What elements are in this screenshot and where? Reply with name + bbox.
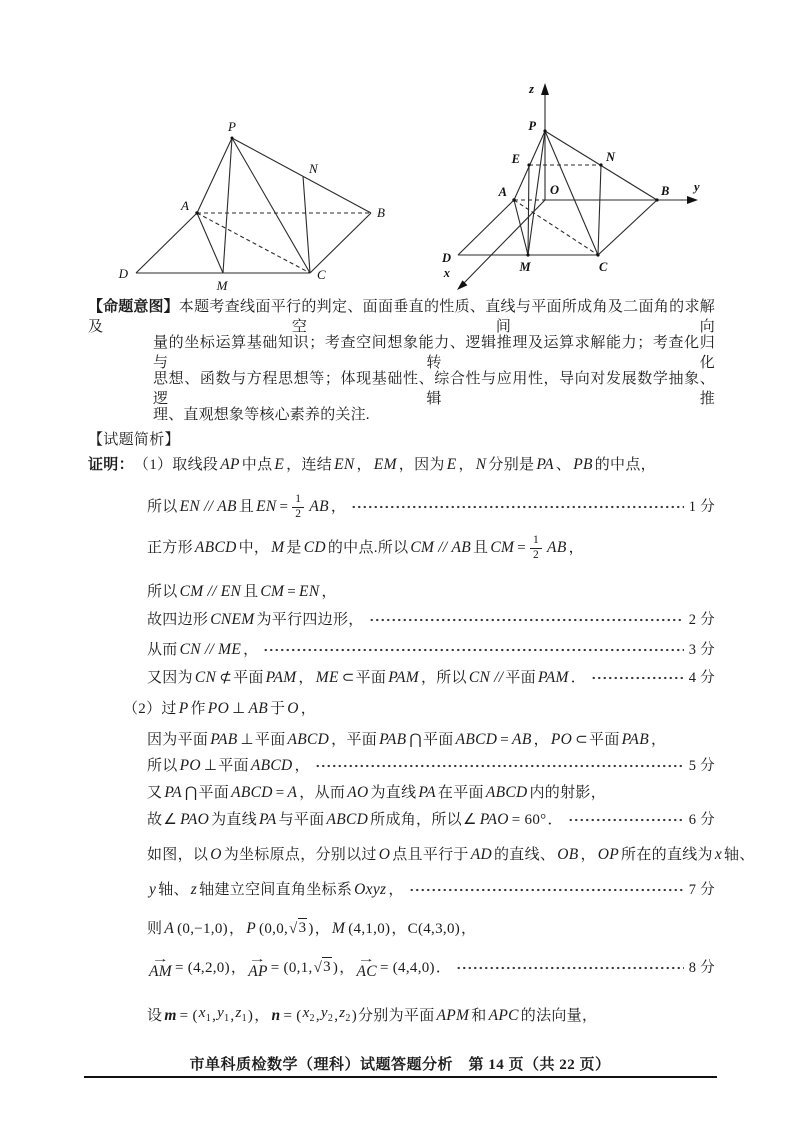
intent-section-label: 【命题意图】 xyxy=(88,298,179,315)
figure-pyramid-left xyxy=(100,85,440,300)
figure-right-label-B: B xyxy=(661,184,670,198)
proof-text: 证明： （1）取线段 AP 中点 E ，连结 EN ， EM ，因为 E ， N 分别是 PA 、 PB 的中点， xyxy=(88,456,656,473)
proof-line xyxy=(147,667,715,689)
figure-left-label-C: C xyxy=(317,267,326,282)
figure-right-label-y-axis: y xyxy=(694,180,700,194)
proof-line xyxy=(88,454,715,476)
intent-text: 量的坐标运算基础知识；考查空间想象能力、逻辑推理及运算求解能力；考查化归与转化 xyxy=(153,335,715,371)
figure-right-label-C: C xyxy=(599,260,608,274)
score-label: 3 分 xyxy=(688,642,715,658)
dot-leader xyxy=(568,817,684,823)
figure-right-label-x-axis: x xyxy=(443,266,450,280)
intent-line xyxy=(153,369,715,409)
score-label: 2 分 xyxy=(688,612,715,628)
proof-text: 又 PA ⋂ 平面 ABCD = A ，从而 AO 为直线 PA 在平面 ABCD 内的射影， xyxy=(147,784,607,801)
analysis-section-label xyxy=(88,429,180,451)
figure-left-label-P: P xyxy=(228,119,236,134)
dot-leader xyxy=(263,647,683,653)
intent-line xyxy=(88,297,715,337)
dot-leader xyxy=(351,504,684,510)
score-label: 1 分 xyxy=(688,499,715,515)
proof-text: 所以 PO ⊥ 平面 ABCD ， xyxy=(147,757,310,774)
proof-text: 如图，以 O 为坐标原点，分别以过 O 点且平行于 AD 的直线、 OB ， OP 所在的直线为 x 轴、 xyxy=(147,846,755,863)
proof-line xyxy=(147,1004,715,1028)
figure-left-label-A: A xyxy=(181,198,189,213)
proof-text: （2）过 P 作 PO ⊥ AB 于 O ， xyxy=(123,700,317,717)
proof-text: 所以 EN // AB 且 EN = $\frac{1}{2}$ AB ， xyxy=(147,493,347,520)
proof-text: 所以 CM // EN 且 CM = EN ， xyxy=(147,583,337,600)
proof-line xyxy=(147,729,715,751)
proof-text: 因为平面 PAB ⊥ 平面 ABCD ，平面 PAB ⋂ 平面 ABCD = AB ， PO ⊂ 平面 PAB ， xyxy=(147,731,667,748)
figure-left-label-N: N xyxy=(309,161,318,176)
proof-text: 从而 CN // ME ， xyxy=(147,641,259,658)
proof-text: 故 ∠ PAO 为直线 PA 与平面 ABCD 所成角，所以 ∠ PAO = 60° ． xyxy=(147,811,563,828)
figure-right-label-A: A xyxy=(498,185,507,199)
proof-text: 则 A (0,−1,0) ， P (0,0, √ 3 ) ， M (4,1,0) ， C(4,3,0) ， xyxy=(147,918,476,940)
score-label: 7 分 xyxy=(688,882,715,898)
score-label: 8 分 xyxy=(688,960,715,976)
proof-line xyxy=(147,879,715,901)
proof-line xyxy=(147,639,715,661)
analysis-label-text: 【试题简析】 xyxy=(88,432,180,448)
figure-right-label-E: E xyxy=(511,152,520,166)
proof-line xyxy=(147,844,755,866)
intent-line xyxy=(153,405,715,425)
figure-right-label-P: P xyxy=(528,119,536,133)
footer-page-number: 第 14 页（共 22 页） xyxy=(468,1057,611,1073)
proof-line xyxy=(147,782,715,804)
proof-line xyxy=(147,609,715,631)
dot-leader xyxy=(409,887,684,893)
score-label: 5 分 xyxy=(688,758,715,774)
proof-text: 又因为 CN ⊄ 平面 PAM ， ME ⊂ 平面 PAM ，所以 CN // 平面 PAM ． xyxy=(147,669,587,686)
score-label: 4 分 xyxy=(688,670,715,686)
proof-line xyxy=(147,809,715,831)
figure-left-label-M: M xyxy=(216,278,228,293)
footer xyxy=(0,1053,800,1074)
score-label: 6 分 xyxy=(688,812,715,828)
footer-title: 市单科质检数学（理科）试题答题分析 xyxy=(189,1057,453,1073)
figure-right-label-z-axis: z xyxy=(529,82,534,96)
intent-text: 理、直观想象等核心素养的关注. xyxy=(153,407,370,423)
dot-leader xyxy=(456,965,684,971)
dot-leader xyxy=(591,675,684,681)
proof-text: 故四边形 CNEM 为平行四边形， xyxy=(147,611,364,628)
proof-text: → AM = (4,2,0) ， → AP = (0,1, √ 3 ) ， → AC = (4,4,0) ． xyxy=(149,953,452,981)
footer-rule xyxy=(84,1076,717,1078)
proof-line xyxy=(147,581,715,603)
intent-text: 思想、函数与方程思想等；体现基础性、综合性与应用性，导向对发展数学抽象、逻辑推 xyxy=(153,371,715,407)
figure-left-label-D: D xyxy=(118,266,128,281)
figure-right-label-D: D xyxy=(441,251,451,265)
proof-line xyxy=(147,916,715,942)
proof-line xyxy=(123,698,715,720)
figure-right-label-O: O xyxy=(550,183,560,197)
intent-text: 本题考查线面平行的判定、面面垂直的性质、直线与平面所成角及二面角的求解及空间向 xyxy=(88,299,715,335)
proof-line xyxy=(147,954,715,982)
dot-leader xyxy=(369,617,684,623)
figure-right-label-N: N xyxy=(606,150,616,164)
intent-line xyxy=(153,333,715,373)
figure-left-label-B: B xyxy=(377,205,385,220)
proof-text: 设 m = ( $x_1$ , $y_1$ , $z_1$ ) ， n = ( $x_2$ , $y_2$ , $z_2$ ) 分别为平面 APM 和 APC 的法向量， xyxy=(147,1005,598,1024)
proof-text: 正方形 ABCD 中， M 是 CD 的中点.所以 CM // AB 且 CM = $\frac{1}{2}$ AB ， xyxy=(147,534,584,561)
proof-line xyxy=(147,485,715,529)
proof-text: y 轴、 z 轴建立空间直角坐标系 Oxyz ， xyxy=(149,881,404,898)
figure-right-label-M: M xyxy=(519,260,531,274)
proof-line xyxy=(147,755,715,777)
proof-line xyxy=(147,526,715,570)
dot-leader xyxy=(315,763,684,769)
figure-pyramid-right-axes xyxy=(428,73,722,303)
